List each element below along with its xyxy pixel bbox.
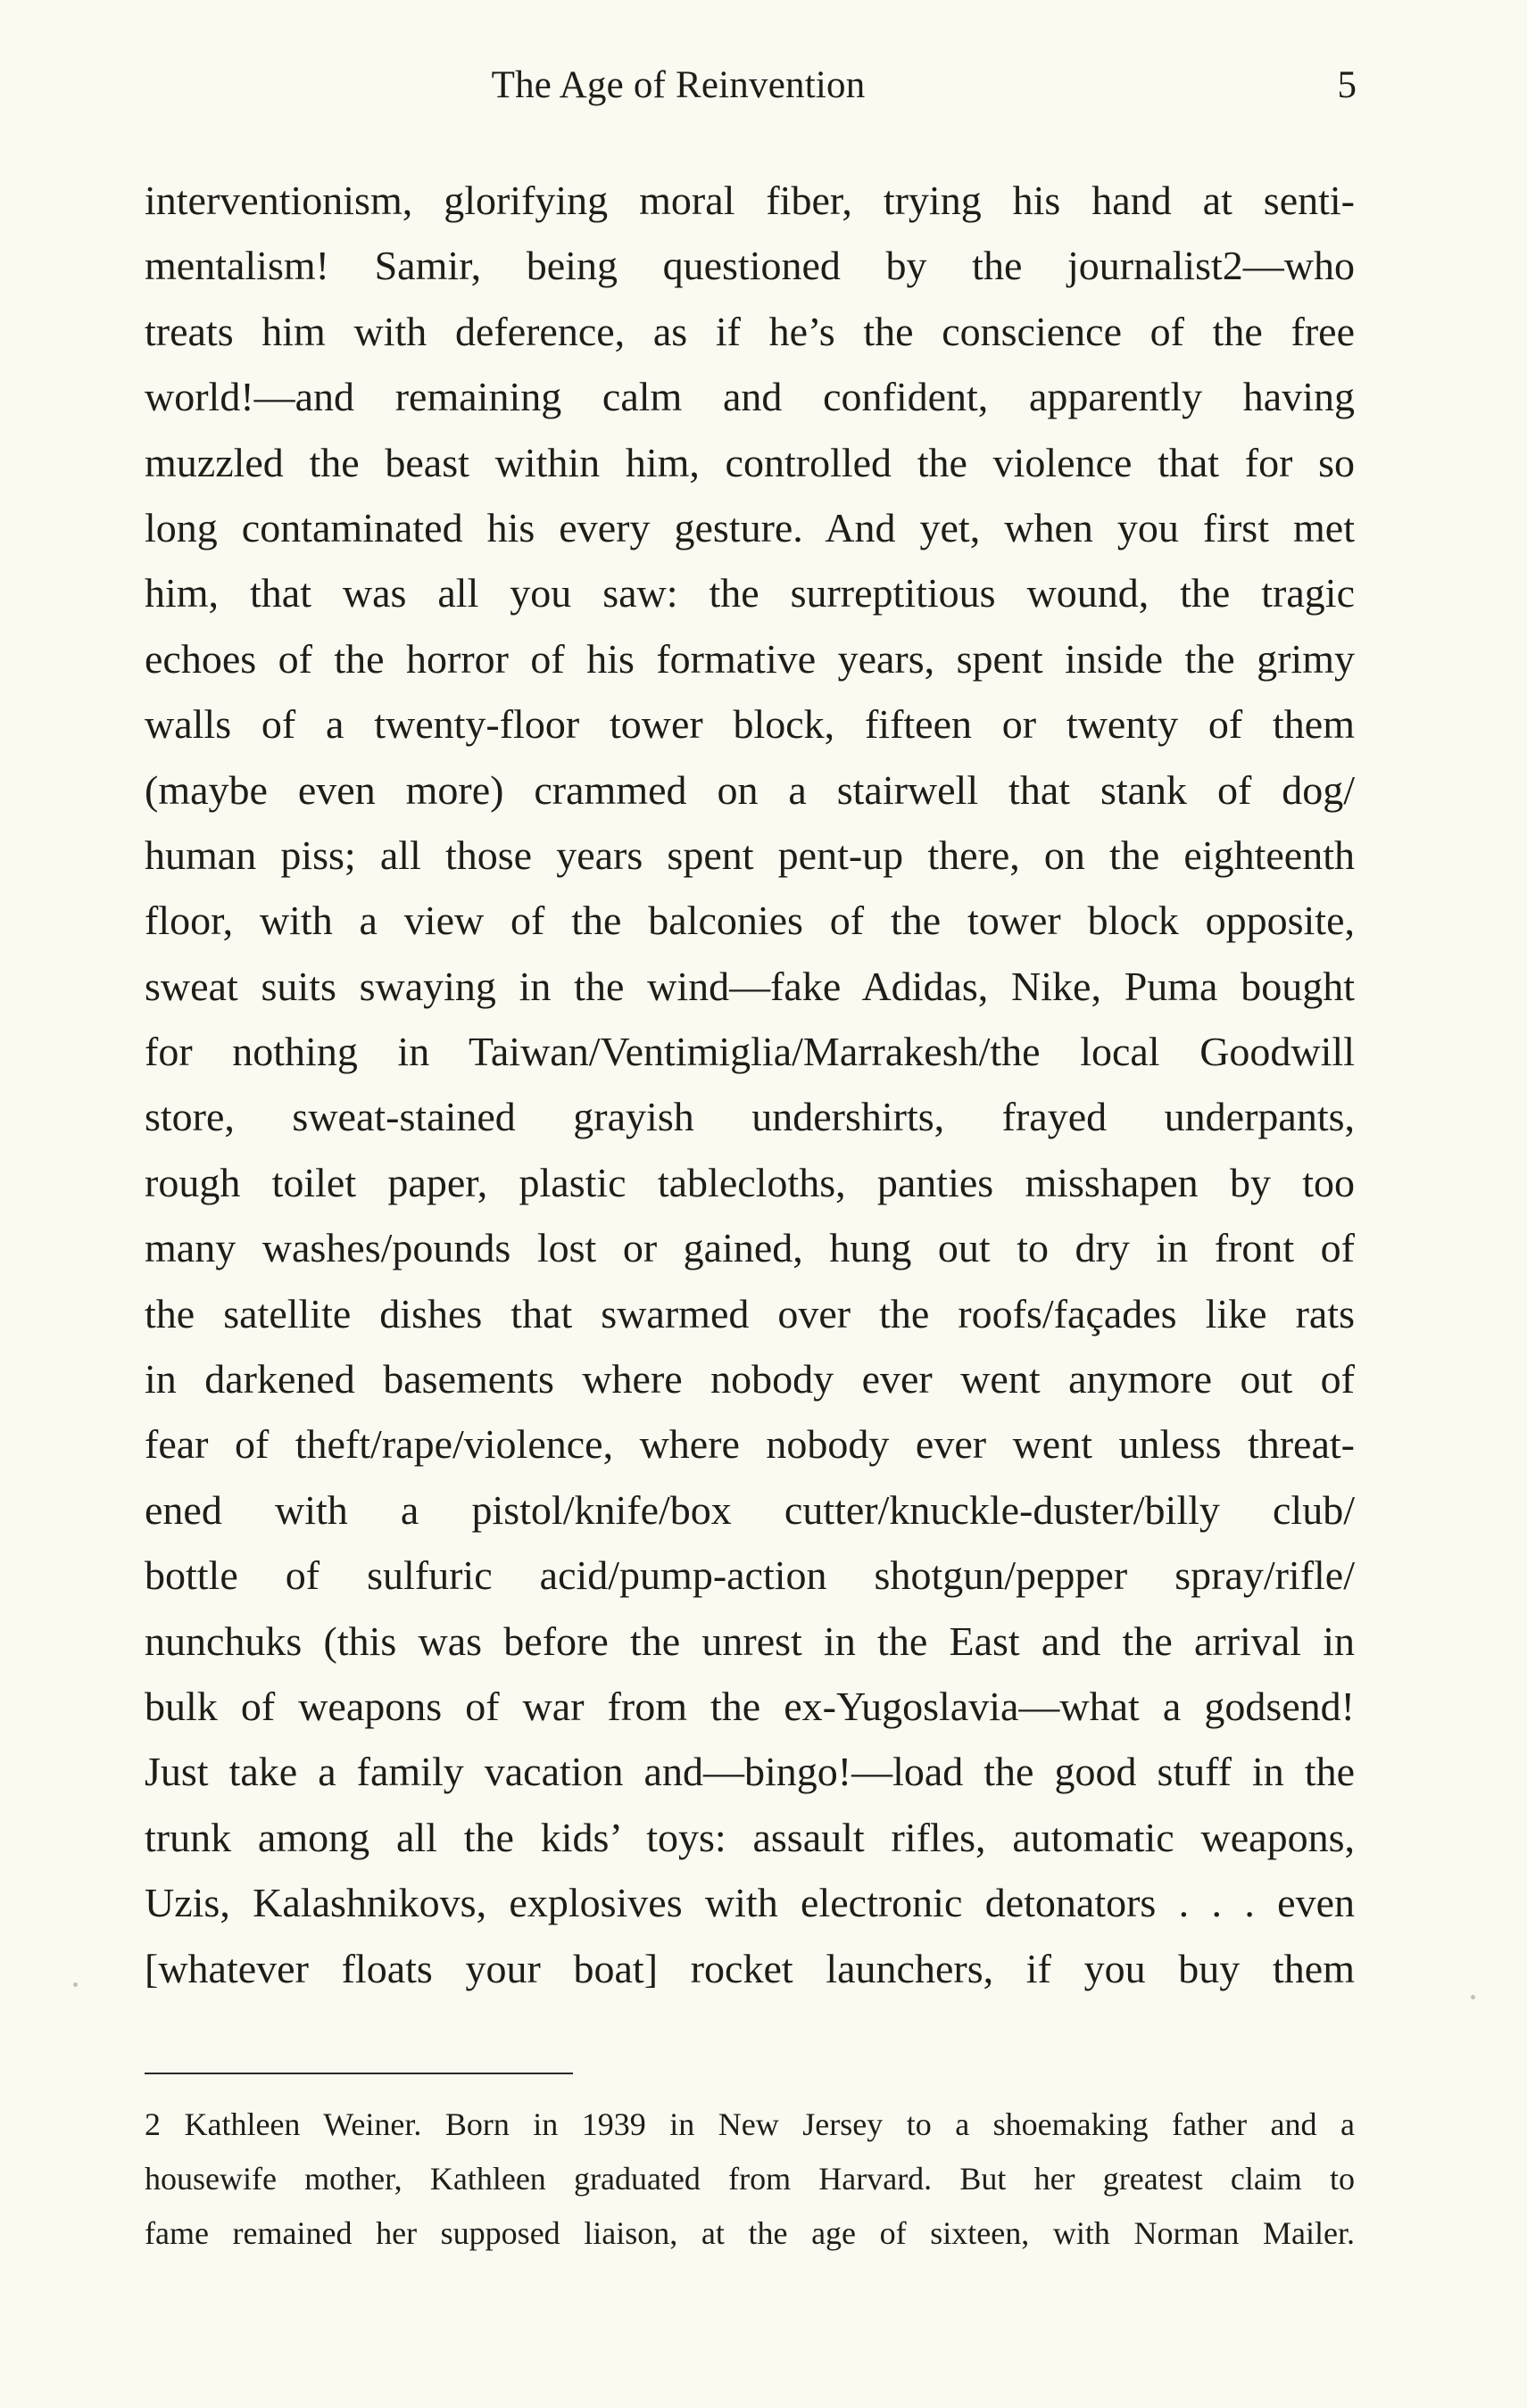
body-line: for nothing in Taiwan/Ventimiglia/Marrakesh/the local Goodwill xyxy=(145,1029,1355,1075)
body-line: the satellite dishes that swarmed over the roofs/façades like rats xyxy=(145,1290,1355,1336)
footnote xyxy=(145,2098,1355,2261)
body-line: nunchuks (this was before the unrest in the East and the arrival in xyxy=(145,1618,1355,1664)
body-line: walls of a twenty-floor tower block, fifteen or twenty of them xyxy=(145,701,1355,748)
body-line: in darkened basements where nobody ever went anymore out of xyxy=(145,1356,1355,1403)
body-line: interventionism, glorifying moral fiber, trying his hand at senti- xyxy=(145,178,1355,223)
body-line: bottle of sulfuric acid/pump-action shotgun/pepper spray/rifle/ xyxy=(145,1552,1355,1599)
body-line: Just take a family vacation and—bingo!—load the good stuff in the xyxy=(145,1749,1355,1795)
body-line: ened with a pistol/knife/box cutter/knuckle-duster/billy club/ xyxy=(145,1486,1355,1533)
body-line: rough toilet paper, plastic tablecloths, panties misshapen by too xyxy=(145,1159,1355,1205)
footnote-divider xyxy=(145,2073,573,2074)
paper-speck xyxy=(73,1982,78,1987)
body-line: sweat suits swaying in the wind—fake Adidas, Nike, Puma bought xyxy=(145,963,1355,1009)
body-line: bulk of weapons of war from the ex-Yugoslavia—what a godsend! xyxy=(145,1683,1355,1729)
body-line: store, sweat-stained grayish undershirts, frayed underpants, xyxy=(145,1094,1355,1140)
body-paragraph xyxy=(145,168,1355,2001)
running-title: The Age of Reinvention xyxy=(491,64,866,106)
body-line: human piss; all those years spent pent-up there, on the eighteenth xyxy=(145,832,1355,878)
footnote-line: fame remained her supposed liaison, at the age of sixteen, with Norman Mailer. xyxy=(145,2215,1355,2251)
body-line: (maybe even more) crammed on a stairwell that stank of dog/ xyxy=(145,766,1355,813)
body-line: world!—and remaining calm and confident, apparently having xyxy=(145,374,1355,420)
paper-speck xyxy=(1471,1995,1475,1999)
body-line: long contaminated his every gesture. And yet, when you first met xyxy=(145,504,1355,550)
body-line: [whatever floats your boat] rocket launchers, if you buy them xyxy=(145,1945,1355,1991)
footnote-line: housewife mother, Kathleen graduated from Harvard. But her greatest claim to xyxy=(145,2161,1355,2197)
body-line: mentalism! Samir, being questioned by the journalist2—who xyxy=(145,243,1355,289)
body-line: echoes of the horror of his formative years, spent inside the grimy xyxy=(145,635,1355,682)
body-line: him, that was all you saw: the surreptitious wound, the tragic xyxy=(145,570,1355,616)
body-line: many washes/pounds lost or gained, hung out to dry in front of xyxy=(145,1225,1355,1271)
body-line: fear of theft/rape/violence, where nobody ever went unless threat- xyxy=(145,1421,1355,1468)
body-line: treats him with deference, as if he’s the conscience of the free xyxy=(145,308,1355,354)
page-number: 5 xyxy=(1337,64,1357,106)
footnote-line: 2 Kathleen Weiner. Born in 1939 in New Jersey to a shoemaking father and a xyxy=(145,2106,1355,2142)
body-line: trunk among all the kids’ toys: assault rifles, automatic weapons, xyxy=(145,1814,1355,1860)
body-line: floor, with a view of the balconies of the tower block opposite, xyxy=(145,898,1355,944)
running-head xyxy=(143,59,1357,112)
body-line: muzzled the beast within him, controlled the violence that for so xyxy=(145,439,1355,485)
body-line: Uzis, Kalashnikovs, explosives with electronic detonators . . . even xyxy=(145,1880,1355,1926)
